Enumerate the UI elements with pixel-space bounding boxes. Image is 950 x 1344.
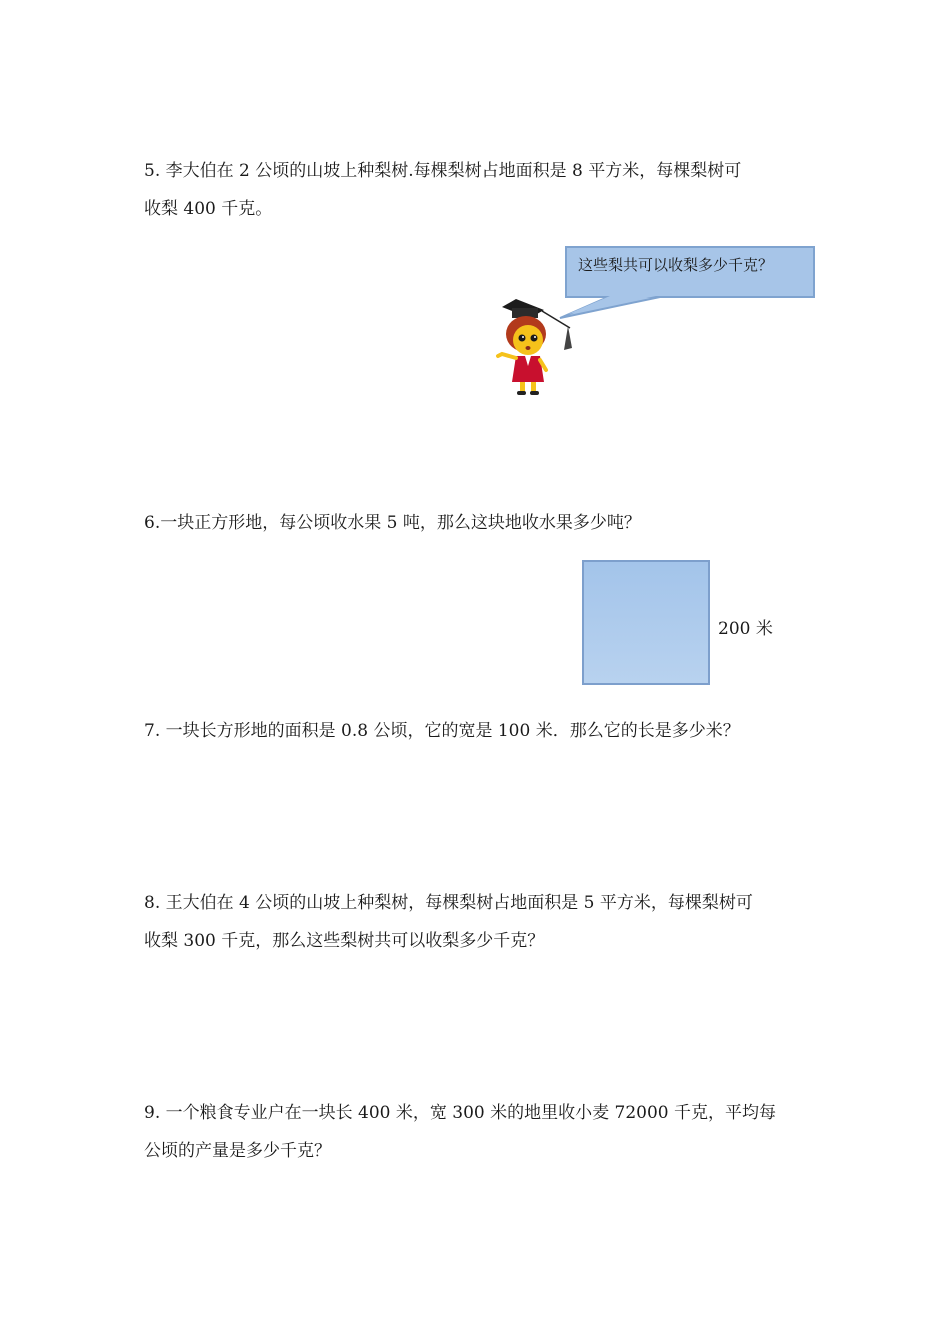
problem-5-line-1: 5. 李大伯在 2 公顷的山坡上种梨树.每棵梨树占地面积是 8 平方米，每棵梨树可 xyxy=(144,161,742,181)
problem-9-line-2: 公顷的产量是多少千克？ xyxy=(144,1141,331,1161)
problem-5-line-2: 收梨 400 千克。 xyxy=(144,199,273,219)
callout-tail-cover xyxy=(0,0,950,400)
problem-6-line-1: 6.一块正方形地，每公顷收水果 5 吨，那么这块地收水果多少吨？ xyxy=(144,513,641,533)
problem-7-line-1: 7. 一块长方形地的面积是 0.8 公顷，它的宽是 100 米．那么它的长是多少米？ xyxy=(144,721,740,741)
square-field-diagram xyxy=(582,560,710,685)
problem-8-line-2: 收梨 300 千克，那么这些梨树共可以收梨多少千克？ xyxy=(144,931,545,951)
speech-bubble-text: 这些梨共可以收梨多少千克？ xyxy=(578,256,774,274)
problem-8-line-1: 8. 王大伯在 4 公顷的山坡上种梨树，每棵梨树占地面积是 5 平方米，每棵梨树可 xyxy=(144,893,753,913)
graduate-girl-icon xyxy=(484,296,579,401)
square-side-label: 200 米 xyxy=(718,619,773,639)
problem-9-line-1: 9. 一个粮食专业户在一块长 400 米，宽 300 米的地里收小麦 72000 千克，平均每 xyxy=(144,1103,777,1123)
